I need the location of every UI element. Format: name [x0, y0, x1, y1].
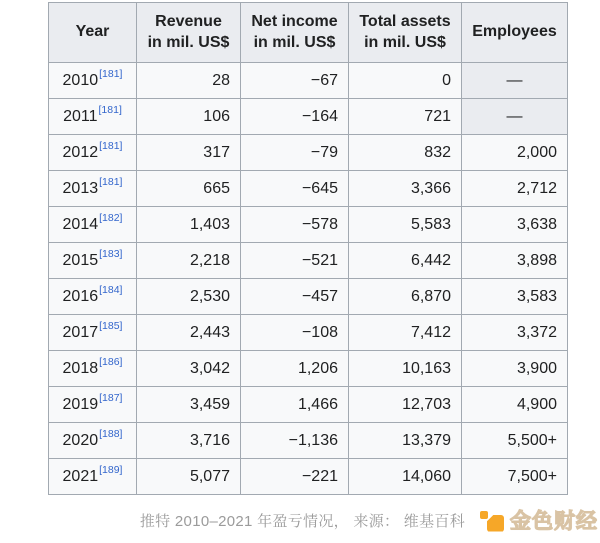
year-cell — [49, 423, 137, 459]
employees-cell: 3,583 — [462, 279, 568, 315]
year-label: 2013 — [62, 179, 99, 197]
table-row — [49, 315, 568, 351]
col-header-net-income-line1: Net income — [251, 13, 338, 31]
year-label: 2010 — [62, 71, 99, 89]
citation-link[interactable]: [185] — [99, 320, 123, 333]
citation-link[interactable]: [181] — [99, 68, 123, 81]
employees-cell: 3,638 — [462, 207, 568, 243]
revenue-cell: 3,459 — [137, 387, 241, 423]
table-body — [49, 63, 568, 495]
financial-table — [48, 2, 568, 495]
revenue-cell: 2,443 — [137, 315, 241, 351]
year-cell — [49, 459, 137, 495]
citation-link[interactable]: [188] — [99, 428, 123, 441]
table-row — [49, 63, 568, 99]
col-header-year-line1: Year — [75, 23, 110, 41]
table-row — [49, 423, 568, 459]
revenue-cell: 106 — [137, 99, 241, 135]
citation-link[interactable]: [186] — [99, 356, 123, 369]
table-row — [49, 243, 568, 279]
revenue-cell: 3,716 — [137, 423, 241, 459]
table-row — [49, 207, 568, 243]
year-cell — [49, 99, 137, 135]
table-row — [49, 279, 568, 315]
employees-cell: 3,898 — [462, 243, 568, 279]
employees-cell: 5,500+ — [462, 423, 568, 459]
total-assets-cell: 12,703 — [349, 387, 462, 423]
total-assets-cell: 13,379 — [349, 423, 462, 459]
citation-link[interactable]: [183] — [99, 248, 123, 261]
employees-cell: 3,372 — [462, 315, 568, 351]
brand-name: 金色财经 — [510, 510, 598, 533]
year-label: 2015 — [62, 251, 99, 269]
table-row — [49, 99, 568, 135]
net-income-cell: −108 — [241, 315, 349, 351]
year-label: 2014 — [62, 215, 99, 233]
year-cell — [49, 63, 137, 99]
employees-cell: 3,900 — [462, 351, 568, 387]
revenue-cell: 5,077 — [137, 459, 241, 495]
brand-logo — [480, 505, 598, 535]
net-income-cell: −79 — [241, 135, 349, 171]
net-income-cell: −578 — [241, 207, 349, 243]
year-label: 2021 — [62, 467, 99, 485]
year-cell — [49, 279, 137, 315]
employees-cell: 4,900 — [462, 387, 568, 423]
col-header-revenue-line2: in mil. US$ — [147, 33, 230, 51]
total-assets-cell: 3,366 — [349, 171, 462, 207]
year-label: 2016 — [62, 287, 99, 305]
col-header-total-assets-line2: in mil. US$ — [364, 33, 446, 51]
year-label: 2020 — [62, 431, 99, 449]
jinse-finance-icon — [480, 508, 505, 533]
total-assets-cell: 14,060 — [349, 459, 462, 495]
year-label: 2011 — [63, 107, 98, 125]
year-cell — [49, 387, 137, 423]
col-header-year — [49, 3, 137, 63]
citation-link[interactable]: [181] — [99, 176, 123, 189]
net-income-cell: −221 — [241, 459, 349, 495]
table-row — [49, 387, 568, 423]
revenue-cell: 317 — [137, 135, 241, 171]
col-header-revenue — [137, 3, 241, 63]
year-cell — [49, 207, 137, 243]
col-header-employees — [462, 3, 568, 63]
year-label: 2017 — [62, 323, 99, 341]
total-assets-cell: 6,442 — [349, 243, 462, 279]
total-assets-cell: 832 — [349, 135, 462, 171]
net-income-cell: −67 — [241, 63, 349, 99]
year-cell — [49, 171, 137, 207]
revenue-cell: 28 — [137, 63, 241, 99]
table-row — [49, 351, 568, 387]
year-label: 2019 — [62, 395, 99, 413]
year-cell — [49, 243, 137, 279]
employees-cell: 2,000 — [462, 135, 568, 171]
revenue-cell: 2,218 — [137, 243, 241, 279]
total-assets-cell: 10,163 — [349, 351, 462, 387]
net-income-cell: −645 — [241, 171, 349, 207]
year-cell — [49, 135, 137, 171]
total-assets-cell: 0 — [349, 63, 462, 99]
total-assets-cell: 5,583 — [349, 207, 462, 243]
citation-link[interactable]: [187] — [99, 392, 123, 405]
employees-cell: — — [462, 99, 568, 135]
citation-link[interactable]: [181] — [99, 140, 123, 153]
revenue-cell: 1,403 — [137, 207, 241, 243]
net-income-cell: −164 — [241, 99, 349, 135]
col-header-employees-line1: Employees — [472, 23, 557, 41]
caption-bar — [140, 505, 598, 535]
net-income-cell: −521 — [241, 243, 349, 279]
citation-link[interactable]: [184] — [99, 284, 123, 297]
col-header-total-assets-line1: Total assets — [359, 13, 451, 31]
year-label: 2018 — [62, 359, 99, 377]
table-row — [49, 171, 568, 207]
net-income-cell: −457 — [241, 279, 349, 315]
year-cell — [49, 315, 137, 351]
table-row — [49, 459, 568, 495]
jinse-icon-dot — [480, 511, 488, 519]
net-income-cell: 1,466 — [241, 387, 349, 423]
caption-text: 推特 2010–2021 年盈亏情况， 来源： 维基百科 — [139, 512, 465, 530]
jinse-icon-block — [487, 515, 504, 532]
citation-link[interactable]: [189] — [99, 464, 123, 477]
col-header-net-income-line2: in mil. US$ — [253, 33, 336, 51]
revenue-cell: 2,530 — [137, 279, 241, 315]
net-income-cell: −1,136 — [241, 423, 349, 459]
total-assets-cell: 721 — [349, 99, 462, 135]
col-header-net-income — [241, 3, 349, 63]
col-header-total-assets — [349, 3, 462, 63]
header-row — [49, 3, 568, 63]
citation-link[interactable]: [181] — [98, 104, 122, 117]
employees-cell: 7,500+ — [462, 459, 568, 495]
revenue-cell: 3,042 — [137, 351, 241, 387]
year-label: 2012 — [62, 143, 99, 161]
total-assets-cell: 7,412 — [349, 315, 462, 351]
col-header-revenue-line1: Revenue — [155, 13, 222, 31]
table-row — [49, 135, 568, 171]
citation-link[interactable]: [182] — [99, 212, 123, 225]
total-assets-cell: 6,870 — [349, 279, 462, 315]
year-cell — [49, 351, 137, 387]
employees-cell: — — [462, 63, 568, 99]
revenue-cell: 665 — [137, 171, 241, 207]
net-income-cell: 1,206 — [241, 351, 349, 387]
employees-cell: 2,712 — [462, 171, 568, 207]
